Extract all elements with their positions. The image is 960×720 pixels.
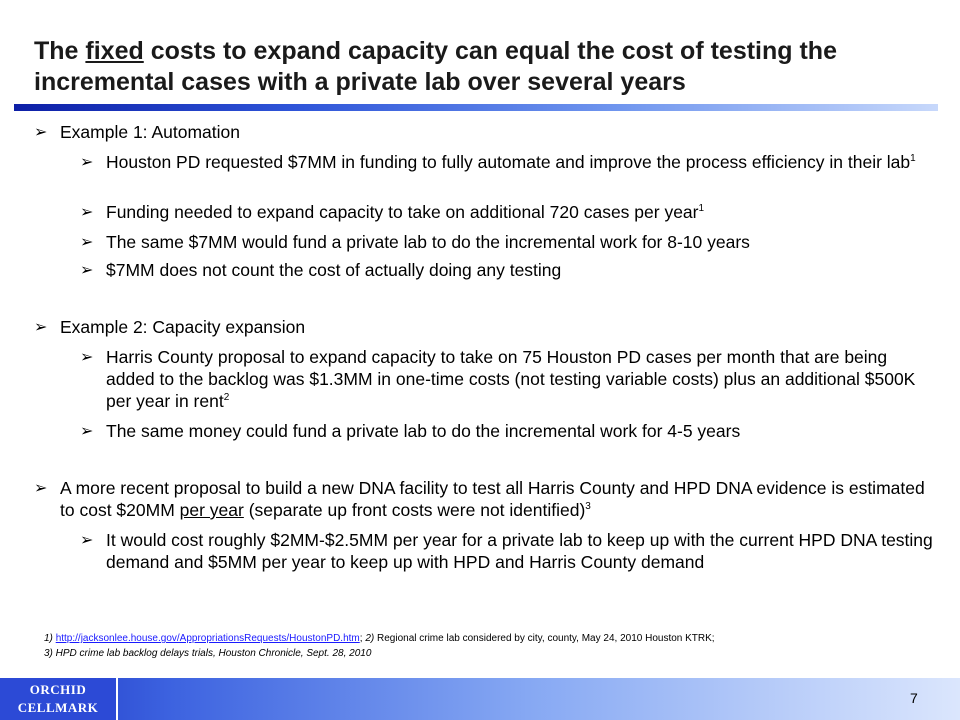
sub-bullet	[80, 529, 940, 573]
title-divider	[14, 104, 938, 111]
arrow-bullet-icon: ➢	[80, 232, 94, 251]
slide-title	[34, 36, 934, 98]
sub-bullet	[80, 420, 940, 442]
page-number: 7	[910, 690, 918, 706]
arrow-bullet-icon: ➢	[80, 347, 94, 366]
sub-bullet-text: $7MM does not count the cost of actually doing any testing	[106, 260, 562, 280]
title-text-pre: The	[34, 37, 86, 65]
footnote-ref: 1	[910, 153, 916, 165]
title-text-post: costs to expand capacity can equal the cost of testing the incremental cases with a private lab over several years	[34, 37, 837, 96]
sub-bullet-text: Funding needed to expand capacity to take on additional 720 cases per year$^1$	[106, 202, 705, 222]
sub-bullet	[80, 201, 940, 223]
footnotes	[44, 631, 924, 661]
arrow-bullet-icon: ➢	[80, 260, 94, 279]
arrow-bullet-icon: ➢	[80, 202, 94, 221]
source-link[interactable]: http://jacksonlee.house.gov/AppropriationsRequests/HoustonPD.htm	[55, 633, 360, 644]
sub-bullet-text: It would cost roughly $2MM-$2.5MM per year for a private lab to keep up with the current HPD DNA testing demand and $5MM per year to keep up with HPD and Harris County demand	[106, 530, 933, 572]
footer-bar	[0, 678, 960, 720]
bullet-example-2	[34, 316, 934, 338]
bullet-recent-proposal	[34, 477, 934, 521]
footnote-ref: 1	[698, 203, 705, 215]
footnote-ref: 3	[585, 501, 591, 513]
footnote-ref: 2	[223, 392, 230, 404]
arrow-bullet-icon: ➢	[34, 478, 48, 497]
title-text-underlined: fixed	[85, 37, 144, 65]
sub-bullet	[80, 231, 940, 253]
arrow-bullet-icon: ➢	[80, 421, 94, 440]
arrow-bullet-icon: ➢	[34, 317, 48, 336]
arrow-bullet-icon: ➢	[80, 530, 94, 549]
sub-bullet-text: The same $7MM would fund a private lab to do the incremental work for 8-10 years	[106, 232, 750, 252]
bullet-text: A more recent proposal to build a new DNA facility to test all Harris County and HPD DNA evidence is estimated to cost $20MM per year (separate up front costs were not identified)$^3$	[60, 478, 925, 520]
sub-bullet-text: The same money could fund a private lab to do the incremental work for 4-5 years	[106, 421, 741, 441]
sub-bullet	[80, 346, 940, 412]
arrow-bullet-icon: ➢	[80, 152, 94, 171]
bullet-example-1	[34, 121, 934, 143]
sub-bullet-text: Harris County proposal to expand capacity to take on 75 Houston PD cases per month that are being added to the backlog was $1.3MM in one-time costs (not testing variable costs) plus an additional $500K per year in rent$^2$	[106, 347, 916, 411]
sub-bullet	[80, 151, 940, 173]
arrow-bullet-icon: ➢	[34, 122, 48, 141]
footnote-line-2: 3) HPD crime lab backlog delays trials, Houston Chronicle, Sept. 28, 2010	[44, 648, 372, 659]
orchid-cellmark-logo: ORCHID CELLMARK	[0, 678, 118, 720]
sub-bullet-text: Houston PD requested $7MM in funding to fully automate and improve the process efficiency in their lab$^1$	[106, 152, 916, 172]
bullet-text: Example 2: Capacity expansion	[60, 317, 306, 337]
sub-bullet	[80, 259, 940, 281]
footnote-line-1: 1) http://jacksonlee.house.gov/AppropriationsRequests/HoustonPD.htm; 2) Regional crime lab considered by city, county, May 24, 2010 Houston KTRK;	[44, 633, 715, 644]
bullet-text: Example 1: Automation	[60, 122, 240, 142]
